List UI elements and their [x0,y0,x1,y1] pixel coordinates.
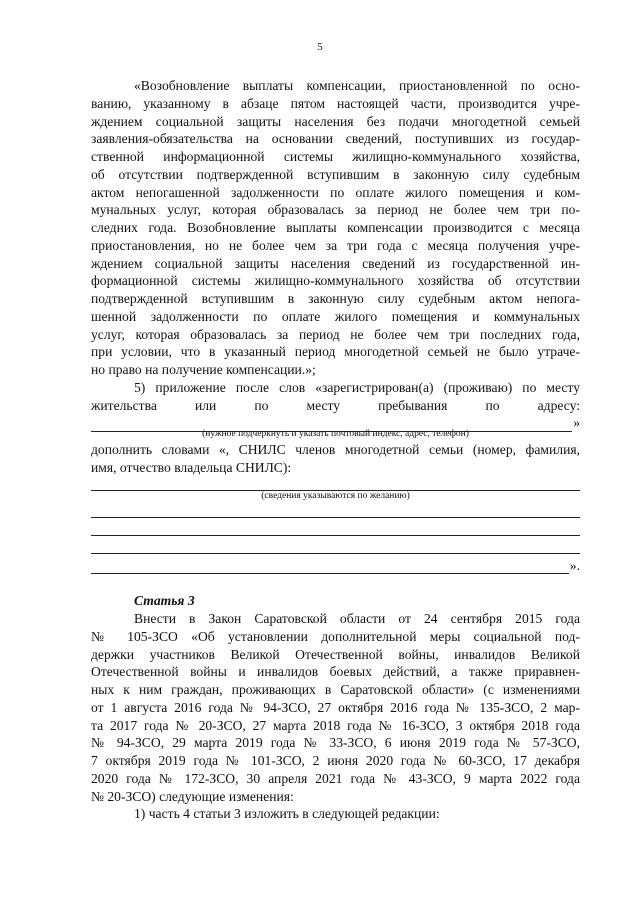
underline-field [91,535,580,536]
text-line: ственной информационной системы жилищно-коммунального хозяйства, [91,149,580,164]
text-line: 7 октября 2019 года № 101-ЗСО, 2 июня 2020 года № 60-ЗСО, 17 декабря [91,753,580,768]
closing-quote: ». [569,557,580,573]
text-line: актом непогашенной задолженности по оплате жилого помещения и ком- [91,184,580,200]
underline-field [91,553,580,554]
text-line: услуг, которая образовалась за период не более чем три последних года, [91,326,580,342]
snils-fill-line [91,521,580,539]
closing-quote: » [573,415,580,431]
text-line: при условии, что в указанный период многодетной семьей не было утраче- [91,344,580,360]
underline-field [91,560,569,574]
text-line: формационной системы жилищно-коммунального хозяйства об отсутствии [91,273,580,289]
paragraph-appendix-amendment [91,379,580,575]
text-line: ных к ним граждан, проживающих в Саратовской области» (с изменениями [91,682,580,697]
text-line: ждением социальной защиты населения сведений из государственной ин- [91,255,580,271]
text-line: приостановления, но не более чем за три года с месяца получения учре- [91,237,580,253]
text-line: 1) часть 4 статьи 3 изложить в следующей редакции: [134,806,440,822]
text-line: № 105-ЗСО «Об установлении дополнительной меры социальной под- [91,628,580,644]
document-body [91,77,580,823]
text-line: имя, отчество владельца СНИЛС): [91,459,292,475]
snils-fill-line [91,539,580,557]
text-line: 5) приложение после слов «зарегистрирован(а) (проживаю) по месту [134,379,580,395]
text-line: 2020 года № 172-ЗСО, 30 апреля 2021 года № 43-ЗСО, 9 марта 2022 года [91,770,580,786]
text-line: «Возобновление выплаты компенсации, приостановленной по осно- [134,78,580,93]
text-line: ванию, указанному в абзаце пятом настоящей части, производится учре- [91,95,580,111]
text-line: дополнить словами «, СНИЛС членов многодетной семьи (номер, фамилия, [91,442,580,457]
text-line: ждением социальной защиты населения без подачи многодетной семьей [91,113,580,129]
text-line: об отсутствии подтвержденной вступившим в законную силу судебным [91,166,580,182]
snils-fill-line-last [91,557,580,575]
article-heading: Статья 3 [134,593,195,609]
text-line: держки участников Великой Отечественной войны, инвалидов Великой [91,646,580,662]
address-footnote: (нужное подчеркнуть и указать почтовый индекс, адрес, телефон) [202,429,469,439]
text-line: от 1 августа 2016 года № 94-ЗСО, 27 октября 2016 года № 135-ЗСО, 2 мар- [91,699,580,715]
text-line: заявления-обязательства на основании сведений, поступивших из государ- [91,131,580,147]
text-line: следних года. Возобновление выплаты компенсации производится с месяца [91,220,580,235]
text-line: шенной задолженности по оплате жилого помещения и коммунальных [91,308,580,324]
snils-fill-line [91,503,580,521]
text-line: Внести в Закон Саратовской области от 24 сентября 2015 года [134,611,580,626]
text-line: № 20-ЗСО) следующие изменения: [91,788,294,804]
paragraph-compensation-resumption [91,77,580,379]
underline-field [91,517,580,518]
text-line: та 2017 года № 20-ЗСО, 27 марта 2018 года № 16-ЗСО, 3 октября 2018 года [91,717,580,733]
text-line: № 94-ЗСО, 29 марта 2019 года № 33-ЗСО, 6 июня 2019 года № 57-ЗСО, [91,735,580,751]
optional-footnote: (сведения указываются по желанию) [261,491,410,502]
text-line: подтвержденной вступившим в законную силу судебным актом непога- [91,291,580,306]
paragraph-article-3 [91,610,580,823]
page-number: 5 [317,41,323,53]
spacer [91,574,580,592]
text-line: жительства или по месту пребывания по адресу: [91,397,580,413]
text-line: но право на получение компенсации.»; [91,362,316,377]
text-line: мунальных услуг, которая образовалась за период не более чем три по- [91,202,580,218]
text-line: Отечественной войны и инвалидов боевых действий, а также приравнен- [91,664,580,680]
